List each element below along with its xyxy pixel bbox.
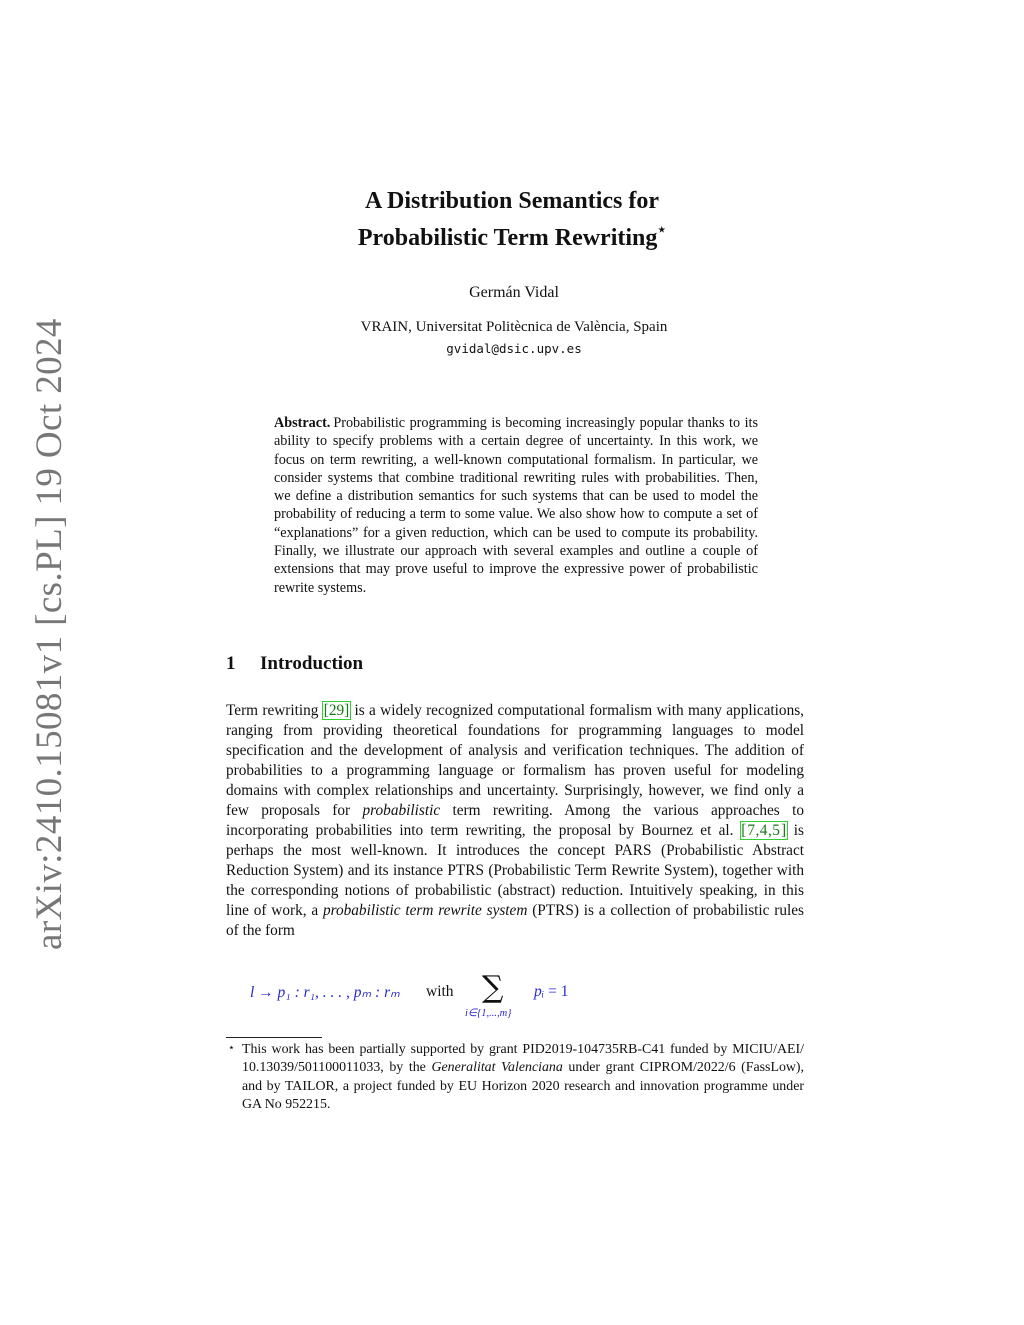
intro-emphasis-probabilistic: probabilistic	[362, 802, 441, 819]
author-email[interactable]: gvidal@dsic.upv.es	[446, 341, 582, 356]
intro-emphasis-ptrs: probabilistic term rewrite system	[322, 902, 528, 919]
author-name: Germán Vidal	[469, 284, 559, 301]
title-footnote-marker[interactable]: ⋆	[657, 223, 667, 238]
footnote	[226, 1041, 804, 1114]
citation-link-4[interactable]: 4	[759, 822, 768, 839]
introduction-paragraph	[226, 701, 804, 941]
arxiv-identifier-stamp: arXiv:2410.15081v1 [cs.PL] 19 Oct 2024	[29, 318, 70, 950]
citation-group: [7,4,5]	[741, 822, 787, 839]
intro-text-3: term rewriting. Among the various approaches to incorporating probabilities into term rewriting, the proposal by Bournez et al.	[226, 802, 804, 839]
intro-text-1: Term rewriting	[226, 702, 323, 719]
formula-rhs-var: pᵢ	[534, 983, 545, 1000]
citation-link-7[interactable]: 7	[747, 822, 755, 839]
formula-sum-subscript: i∈{1,...,m}	[465, 1008, 512, 1019]
footnote-marker: ⋆	[228, 1042, 235, 1054]
citation-bracket-open: [	[741, 822, 747, 839]
section-heading	[226, 653, 363, 675]
section-title: Introduction	[260, 653, 364, 674]
footnote-divider	[226, 1037, 322, 1038]
formula-lhs: l → p₁ : r₁, . . . , pₘ : rₘ	[250, 984, 400, 1001]
section-number: 1	[226, 653, 236, 674]
author-affiliation: VRAIN, Universitat Politècnica de València, Spain	[360, 319, 668, 335]
paper-title	[0, 186, 1024, 254]
citation-link-29[interactable]: [29]	[323, 702, 350, 719]
citation-link-5[interactable]: 5	[772, 822, 780, 839]
title-line-2-text: Probabilistic Term Rewriting	[357, 225, 658, 251]
title-line-2	[0, 217, 1024, 254]
intro-text-4: is perhaps the most well-known. It introduces the concept PARS (Probabilistic Abstract Reduction System) and its instance PTRS (Probabilistic Term Rewrite System), together with the corresponding notions of probabilistic (abstract) reduction. Intuitively speaking, in this line of work, a	[226, 822, 804, 919]
formula-sum-symbol: ∑	[482, 970, 504, 1005]
footnote-emphasis: Generalitat Valenciana	[431, 1060, 563, 1076]
formula-with: with	[426, 983, 454, 1000]
title-line-1: A Distribution Semantics for	[365, 188, 659, 214]
ptrs-rule-formula	[250, 970, 810, 1028]
intro-text-2: is a widely recognized computational formalism with many applications, ranging from providing theoretical foundations for programming languages to model specification and the development of analysis and verification techniques. The addition of probabilities to a programming language or formalism has proven useful for modeling domains with complex relationships and uncertainty. Surprisingly, however, we find only a few proposals for	[226, 702, 805, 819]
footnote-text-1: This work has been partially supported by grant PID2019-104735RB-C41 funded by MICIU/AEI/ 10.13039/501100011033, by the	[242, 1042, 804, 1076]
intro-text-5: (PTRS) is a collection of probabilistic rules of the form	[226, 902, 804, 939]
formula-rhs-eq: = 1	[544, 983, 569, 1000]
formula-rhs	[534, 983, 568, 1001]
footnote-text-2: under grant CIPROM/2022/6 (FassLow), and by TAILOR, a project funded by EU Horizon 2020 research and innovation programme under GA No 952215.	[242, 1060, 805, 1112]
abstract-label: Abstract.	[274, 415, 331, 431]
abstract	[274, 414, 758, 597]
abstract-text: Probabilistic programming is becoming increasingly popular thanks to its ability to specify problems with a certain degree of uncertainty. In this work, we focus on term rewriting, a well-known computational formalism. In particular, we consider systems that combine traditional rewriting rules with probabilities. Then, we define a distribution semantics for such systems that can be used to model the probability of reducing a term to some value. We also show how to compute a set of “explanations” for a given reduction, which can be used to compute its probability. Finally, we illustrate our approach with several examples and outline a couple of extensions that may prove useful to improve the expressive power of probabilistic rewrite systems.	[274, 415, 758, 596]
citation-bracket-close: ]	[780, 822, 787, 839]
